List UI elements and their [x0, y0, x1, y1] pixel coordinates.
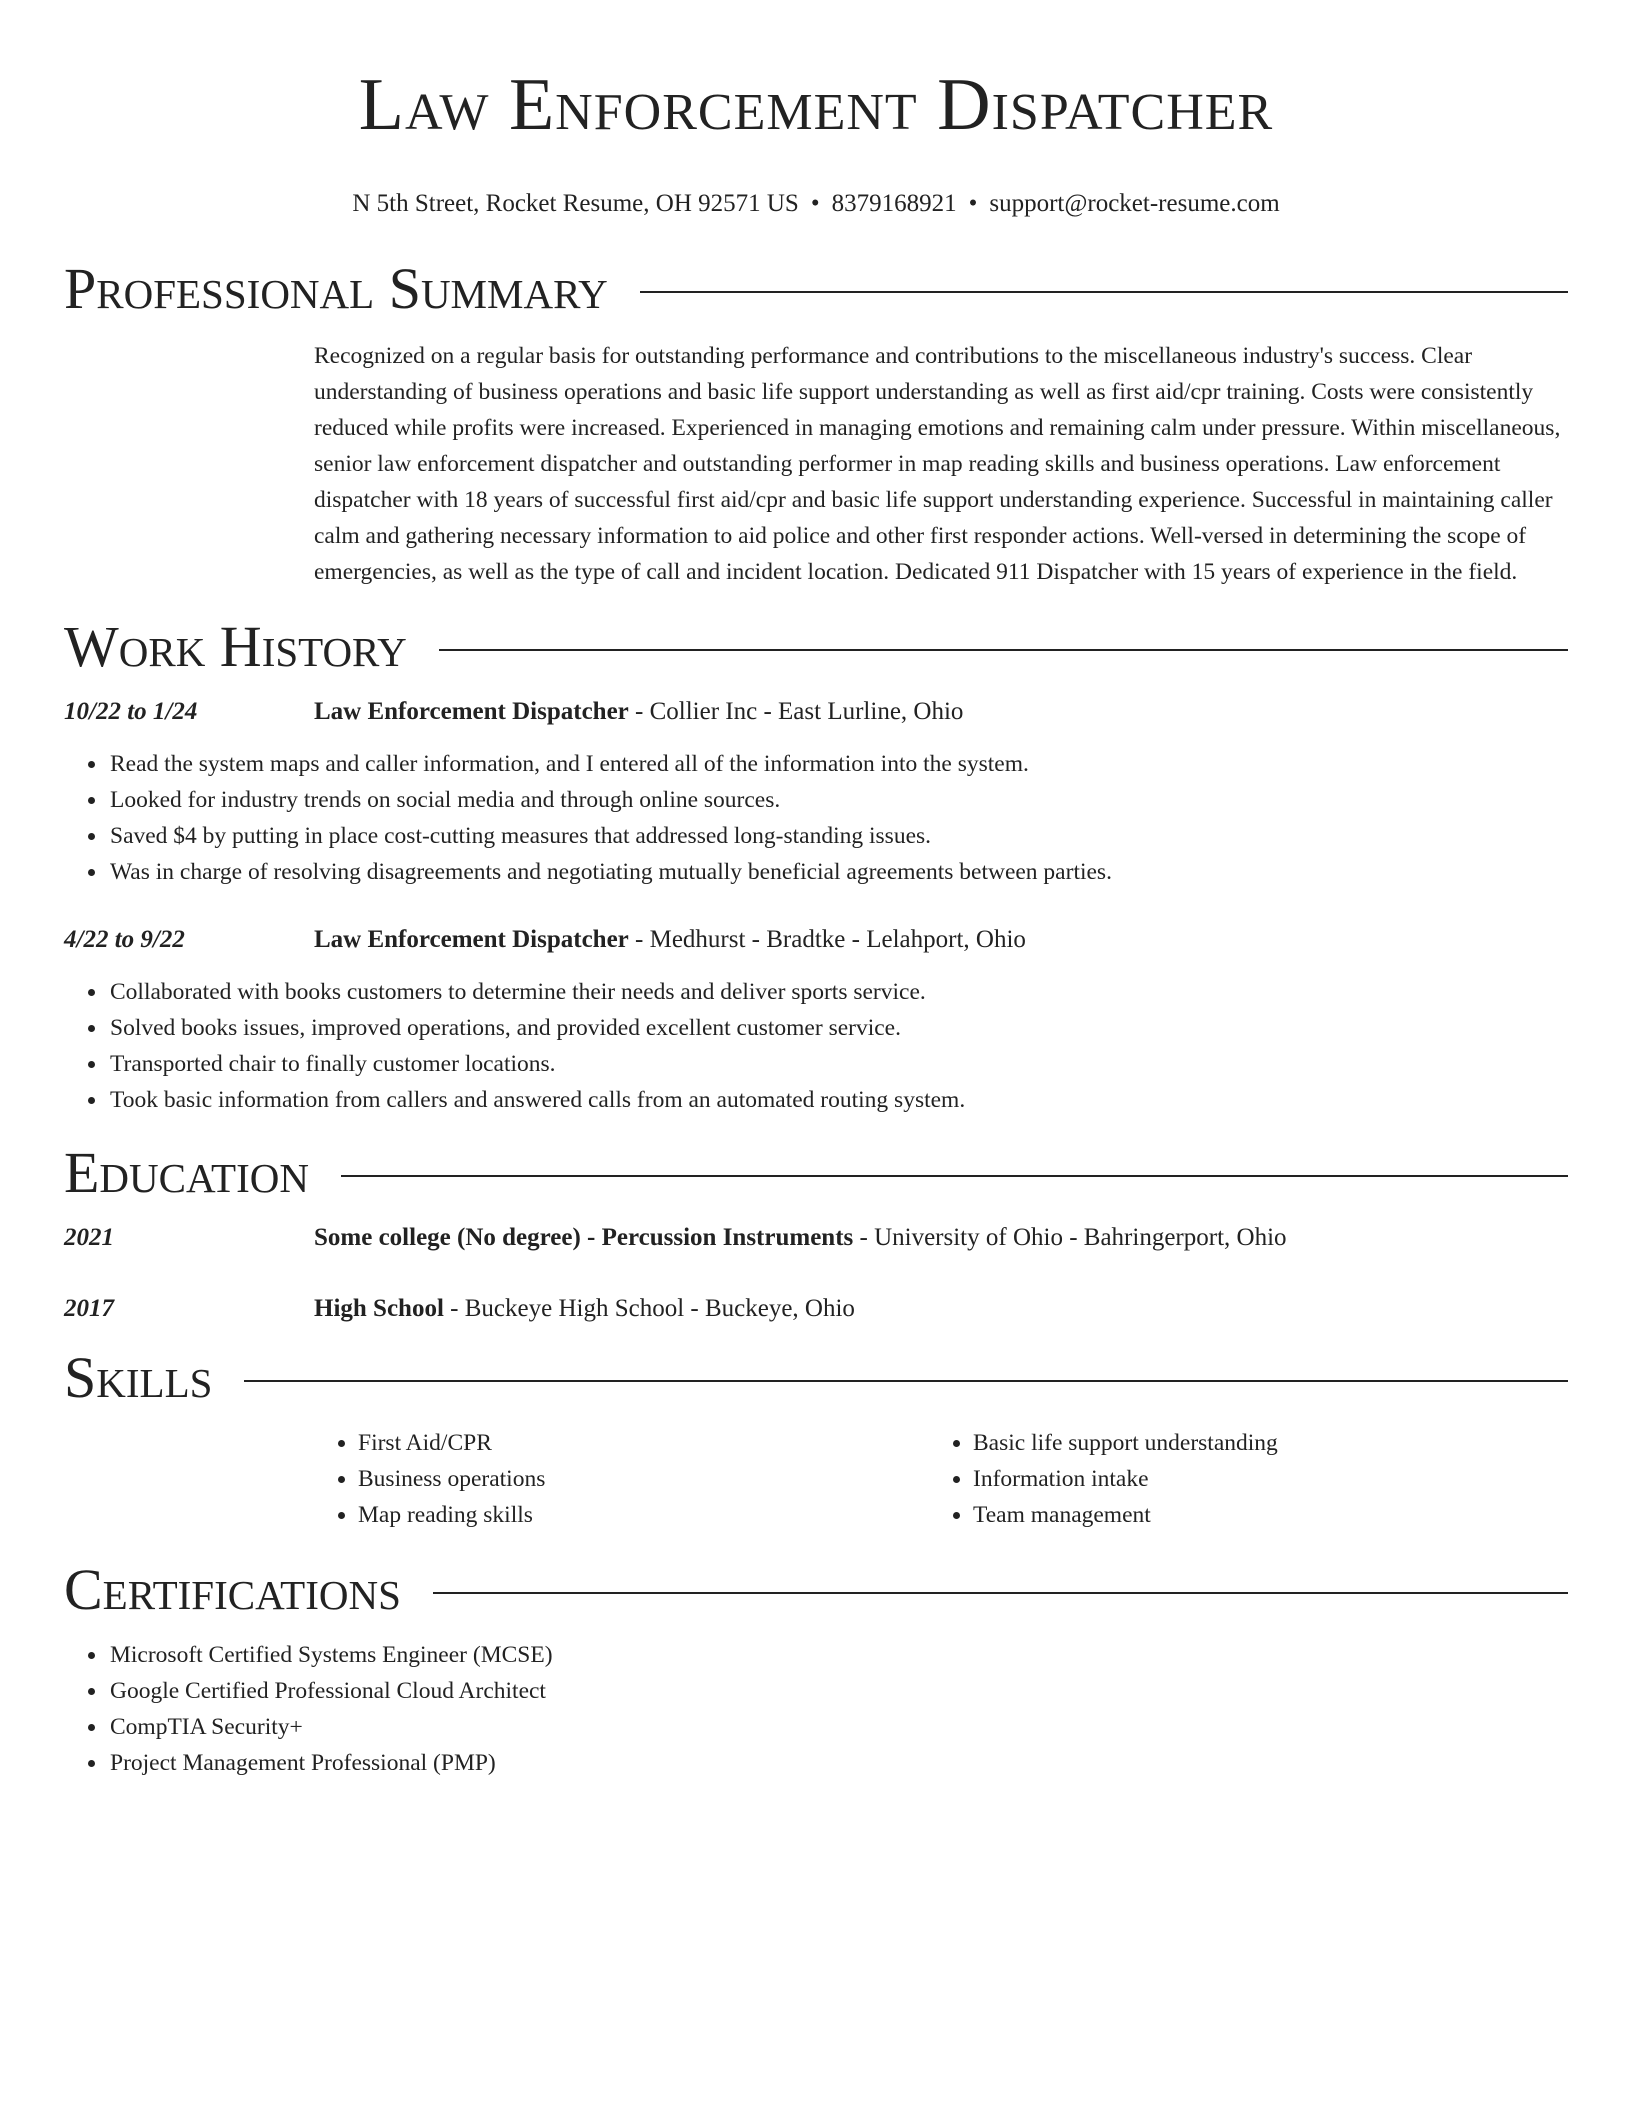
skills-list-right [929, 1425, 1544, 1533]
education-details: - University of Ohio - Bahringerport, Ohio [853, 1224, 1287, 1251]
job-dates: 10/22 to 1/24 [64, 698, 198, 725]
summary-text: Recognized on a regular basis for outstanding performance and contributions to the miscellaneous industry's success. Clear understanding of business operations and basic life support understanding as well as first aid/cpr training. Costs were consistently reduced while profits were increased. Experienced in managing emotions and remaining calm under pressure. Within miscellaneous, senior law enforcement dispatcher and outstanding performer in map reading skills and business operations. Law enforcement dispatcher with 18 years of successful first aid/cpr and basic life support understanding experience. Successful in maintaining caller calm and gathering necessary information to aid police and other first responder actions. Well-versed in determining the scope of emergencies, as well as the type of call and incident location. Dedicated 911 Dispatcher with 15 years of experience in the field. [314, 343, 1561, 585]
skill-item: • First Aid/CPR [358, 1425, 929, 1461]
education-year: 2017 [64, 1295, 114, 1322]
certification-item: • Project Management Professional (PMP) [108, 1745, 1568, 1781]
education-headline [314, 1291, 855, 1327]
work-section-header [64, 612, 1568, 682]
job-bullet: • Took basic information from callers and answered calls from an automated routing system. [108, 1082, 1568, 1118]
job-bullets [64, 974, 1568, 1118]
education-degree: High School [314, 1295, 444, 1322]
job-bullet: • Transported chair to finally customer locations. [108, 1046, 1568, 1082]
job-bullet: • Solved books issues, improved operations, and provided excellent customer service. [108, 1010, 1568, 1046]
contact-separator: • [810, 190, 820, 217]
education-year: 2021 [64, 1224, 114, 1251]
education-section-header [64, 1138, 1568, 1208]
skill-item: • Business operations [358, 1461, 929, 1497]
skills-grid [314, 1425, 1568, 1533]
section-divider [433, 1592, 1568, 1594]
section-divider [244, 1380, 1568, 1382]
section-divider [640, 291, 1568, 293]
education-entry [64, 1220, 1568, 1256]
certification-item: • CompTIA Security+ [108, 1709, 1568, 1745]
certifications-section-header [64, 1555, 1568, 1625]
contact-separator: • [968, 190, 978, 217]
education-entry [64, 1291, 1568, 1327]
section-title-education: Education [64, 1140, 309, 1205]
education-headline [314, 1220, 1287, 1256]
skills-list-left [314, 1425, 929, 1533]
contact-phone: 8379168921 [831, 190, 957, 217]
job-headline [314, 694, 963, 730]
job-header [64, 922, 1568, 958]
job-header [64, 694, 1568, 730]
skill-item: • Team management [973, 1497, 1544, 1533]
certification-item: • Microsoft Certified Systems Engineer (MCSE) [108, 1637, 1568, 1673]
job-dates: 4/22 to 9/22 [64, 926, 185, 953]
section-divider [439, 649, 1568, 651]
section-title-summary: Professional Summary [64, 256, 608, 321]
certifications-list [64, 1637, 1568, 1781]
job-bullet: • Collaborated with books customers to determine their needs and deliver sports service. [108, 974, 1568, 1010]
contact-address: N 5th Street, Rocket Resume, OH 92571 US [352, 190, 799, 217]
skill-item: • Map reading skills [358, 1497, 929, 1533]
education-degree: Some college (No degree) - Percussion Instruments [314, 1224, 854, 1251]
job-role: Law Enforcement Dispatcher [314, 698, 629, 725]
section-title-skills: Skills [64, 1345, 213, 1410]
job-entry [64, 922, 1568, 1118]
job-headline [314, 922, 1026, 958]
job-bullet: • Read the system maps and caller information, and I entered all of the information into the system. [108, 746, 1568, 782]
section-title-certifications: Certifications [64, 1557, 401, 1622]
summary-section-header [64, 254, 1568, 324]
contact-email: support@rocket-resume.com [989, 190, 1280, 217]
job-entry [64, 694, 1568, 890]
job-bullet: • Looked for industry trends on social media and through online sources. [108, 782, 1568, 818]
certification-item: • Google Certified Professional Cloud Architect [108, 1673, 1568, 1709]
job-details: - Medhurst - Bradtke - Lelahport, Ohio [628, 926, 1026, 953]
section-title-work: Work History [64, 614, 407, 679]
job-role: Law Enforcement Dispatcher [314, 926, 629, 953]
job-bullet: • Was in charge of resolving disagreements and negotiating mutually beneficial agreements between parties. [108, 854, 1568, 890]
resume-name: Law Enforcement Dispatcher [358, 64, 1274, 146]
contact-line [64, 188, 1568, 220]
skill-item: • Information intake [973, 1461, 1544, 1497]
job-bullets [64, 746, 1568, 890]
skill-item: • Basic life support understanding [973, 1425, 1544, 1461]
job-bullet: • Saved $4 by putting in place cost-cutting measures that addressed long-standing issues. [108, 818, 1568, 854]
education-details: - Buckeye High School - Buckeye, Ohio [443, 1295, 855, 1322]
job-details: - Collier Inc - East Lurline, Ohio [628, 698, 964, 725]
section-divider [341, 1175, 1568, 1177]
skills-section-header [64, 1343, 1568, 1413]
